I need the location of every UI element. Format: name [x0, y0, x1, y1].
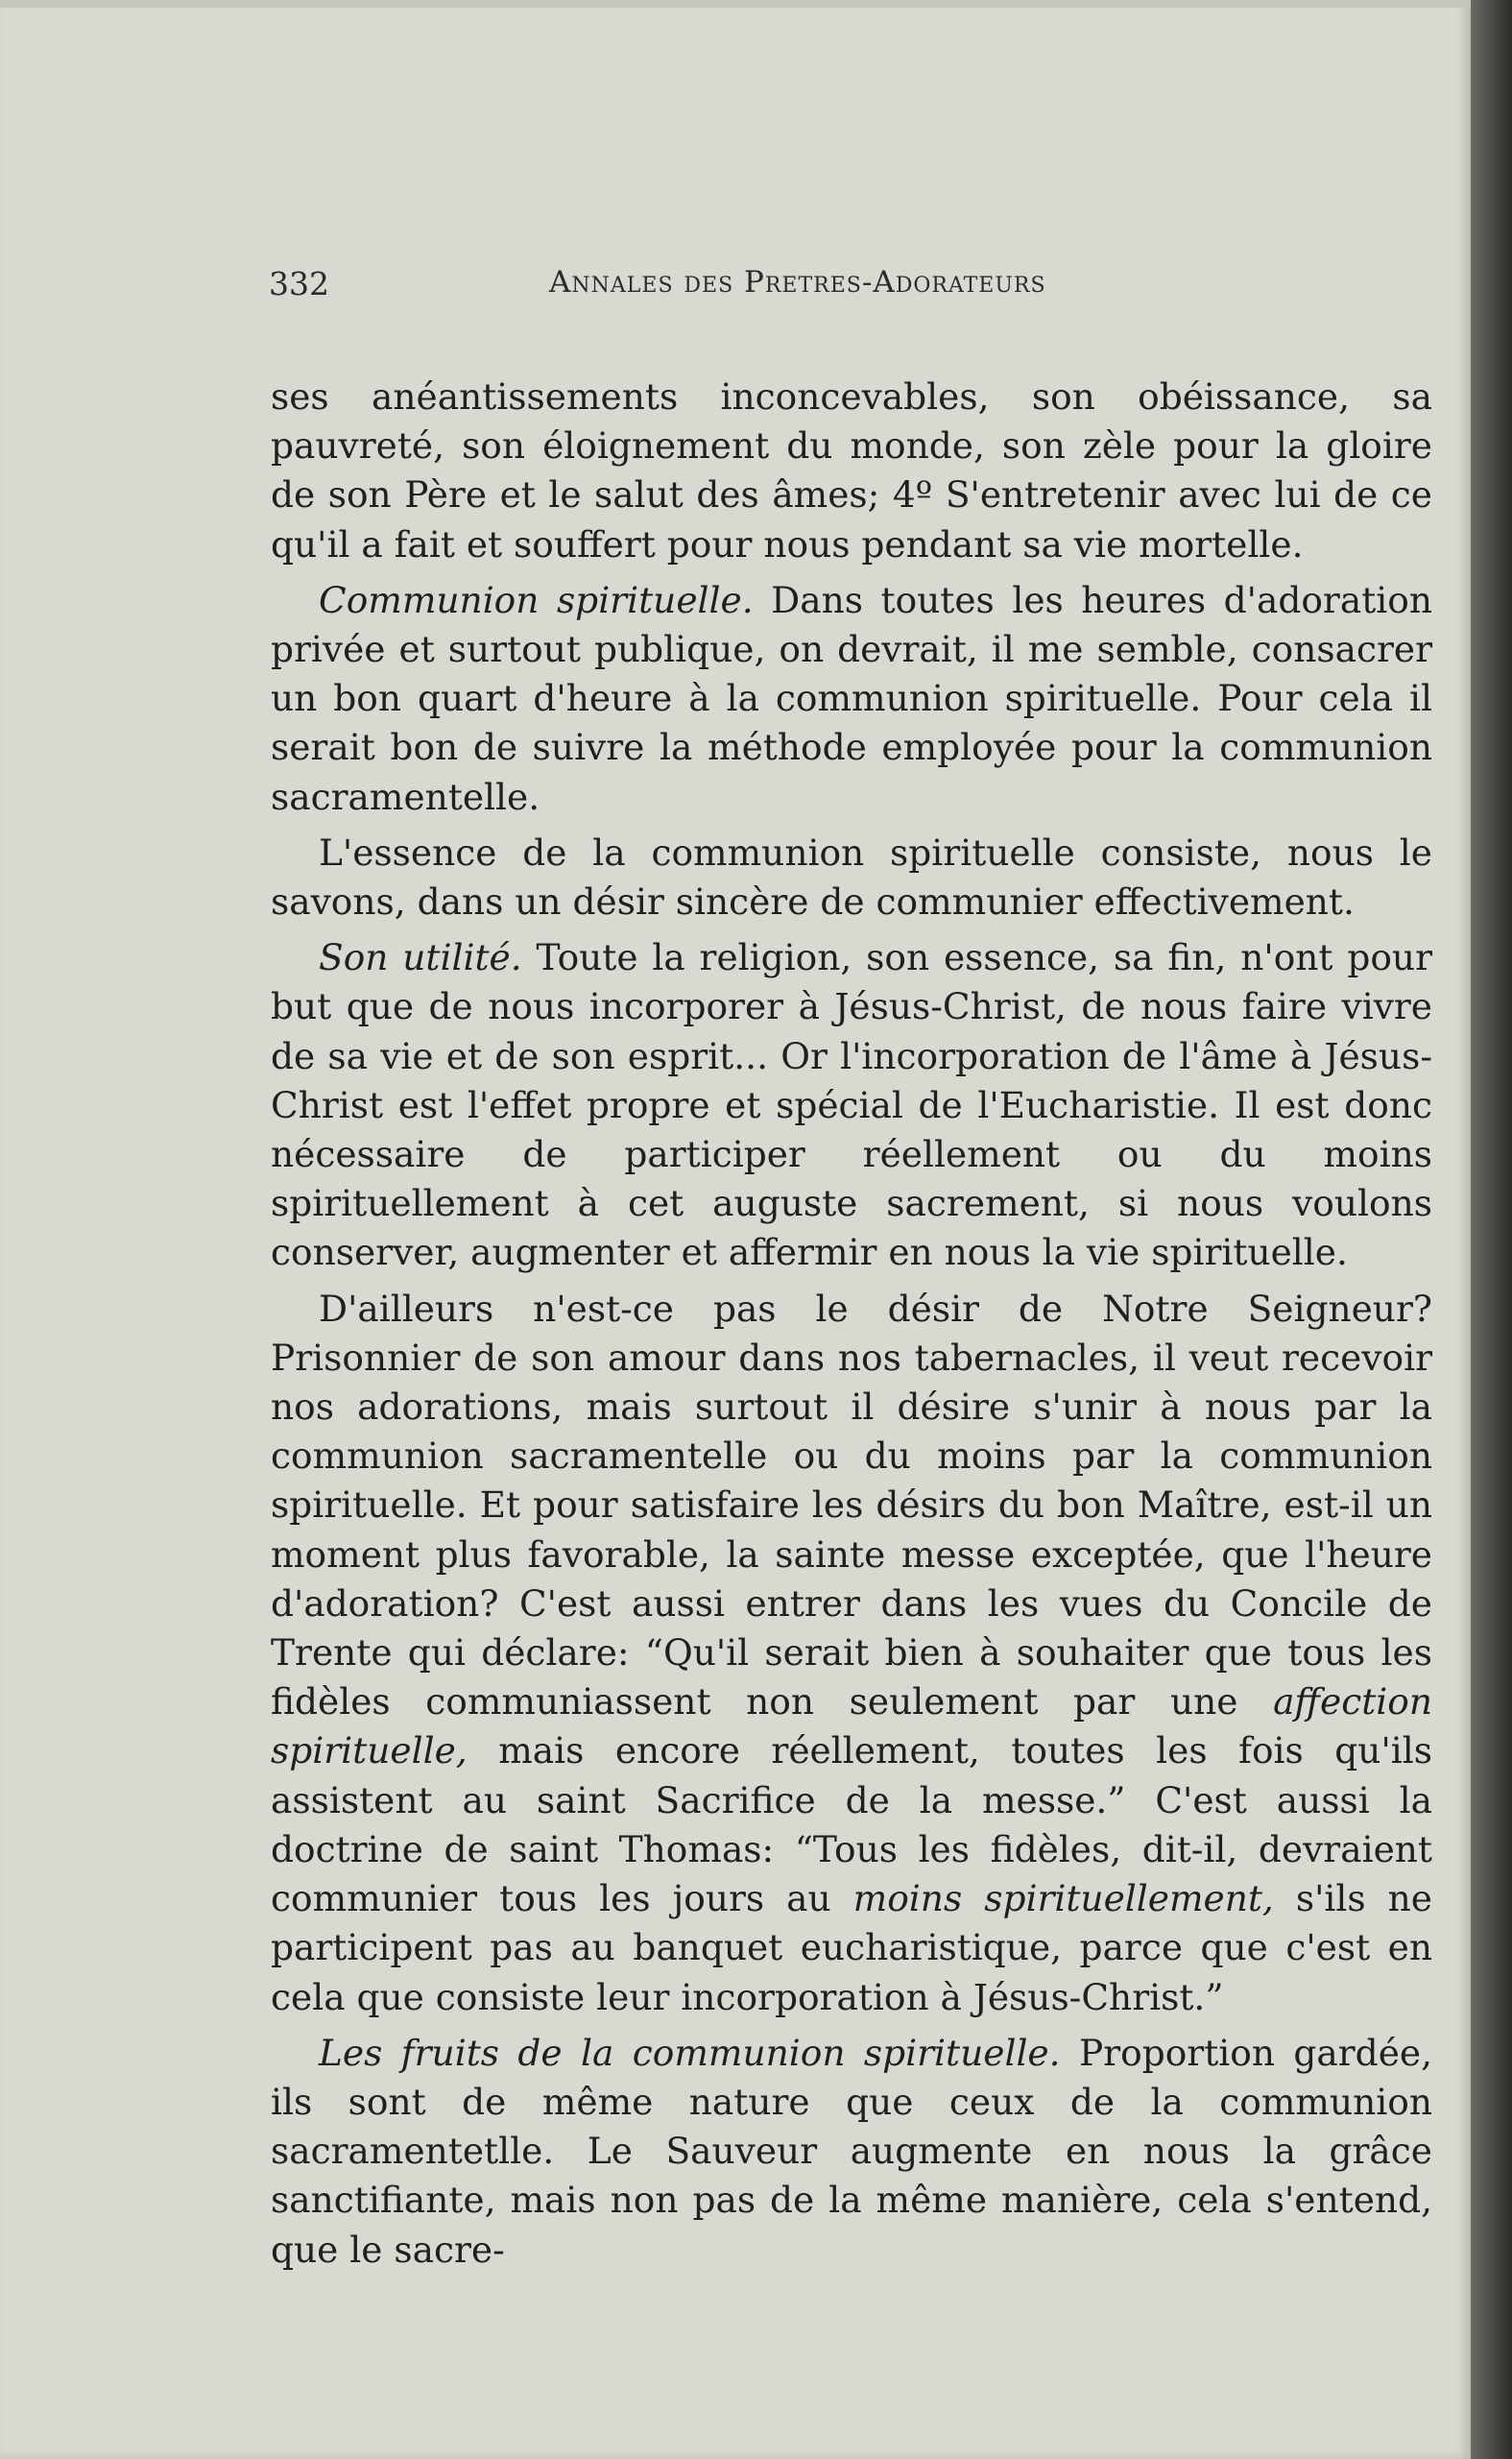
running-title: Annales des Pretres-Adorateurs [549, 265, 1046, 300]
paragraph-text: D'ailleurs n'est-ce pas le désir de Notre Seigneur? Prisonnier de son amour dans nos tabernacles, il veut recevoir nos adorations, mais surtout il désire s'unir à nous par la communion sacramentelle ou du moins par la communion spirituelle. Et pour satisfaire les désirs du bon Maître, est-il un moment plus favorable, la sainte messe exceptée, que l'heure d'adoration? C'est aussi entrer dans les vues du Concile de Trente qui déclare: “Qu'il serait bien à souhaiter que tous les fidèles communiassent non seulement par une [271, 1287, 1432, 1724]
paragraph-lead: Son utilité. [319, 936, 522, 979]
paragraph-text: s'ils ne participent pas au banquet eucharistique, parce que c'est en cela que consiste leur incorporation à Jésus-Christ.” [271, 1877, 1433, 2018]
paragraph-text: Proportion gardée, ils sont de même nature que ceux de la communion sacramentetlle. Le Sauveur augmente en nous la grâce sanctifiante, mais non pas de la même manière, cela s'entend, que le sacre- [271, 2031, 1432, 2271]
page-number: 332 [269, 265, 329, 302]
italic-phrase: affection spirituelle, [271, 1680, 1432, 1772]
running-head [269, 259, 1440, 307]
page-top-edge [0, 0, 1471, 8]
paragraph-text: Toute la religion, son essence, sa fin, n'ont pour but que de nous incorporer à Jésus-Christ, de nous faire vivre de sa vie et de son esprit... Or l'incorporation de l'âme à Jésus-Christ est l'effet propre et spécial de l'Eucharistie. Il est donc nécessaire de participer réellement ou du moins spirituellement à cet auguste sacrement, si nous voulons conserver, augmenter et affermir en nous la vie spirituelle. [271, 936, 1432, 1274]
italic-phrase: moins spirituellement, [852, 1877, 1274, 1920]
body-text [271, 373, 1432, 2281]
paragraph-continued [271, 373, 1432, 569]
paragraph-communion-spirituelle [271, 576, 1432, 822]
paragraph-les-fruits [271, 2029, 1432, 2275]
paragraph-text: ses anéantissements inconcevables, son obéissance, sa pauvreté, son éloignement du monde, son zèle pour la gloire de son Père et le salut des âmes; 4º S'entretenir avec lui de ce qu'il a fait et souffert pour nous pendant sa vie mortelle. [271, 375, 1432, 566]
paragraph-dailleurs [271, 1285, 1432, 2022]
book-spine-edge [1471, 0, 1512, 2459]
paragraph-son-utilite [271, 933, 1432, 1277]
paragraph-text: Dans toutes les heures d'adoration privée et surtout publique, on devrait, il me semble, consacrer un bon quart d'heure à la communion spirituelle. Pour cela il serait bon de suivre la méthode employée pour la communion sacramentelle. [271, 578, 1432, 818]
paragraph-essence [271, 829, 1432, 927]
paragraph-text: L'essence de la communion spirituelle consiste, nous le savons, dans un désir sincère de communier effectivement. [271, 831, 1432, 924]
paragraph-text: mais encore réellement, toutes les fois qu'ils assistent au saint Sacrifice de la messe.” C'est aussi la doctrine de saint Thomas: “Tous les fidèles, dit-il, devraient communier tous les jours au [271, 1729, 1432, 1920]
paragraph-lead: Les fruits de la communion spirituelle. [319, 2031, 1061, 2074]
paragraph-lead: Communion spirituelle. [319, 578, 754, 621]
